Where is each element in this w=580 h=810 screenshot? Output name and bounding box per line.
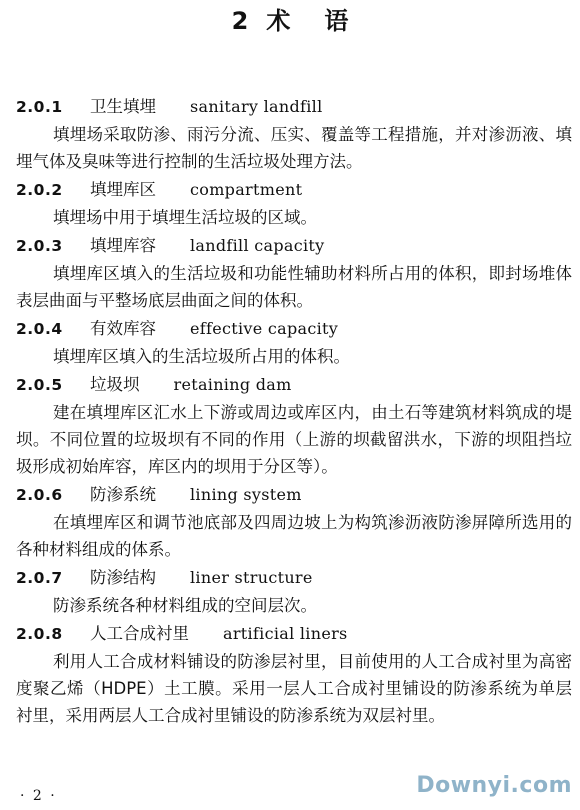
term-definition: 填埋场采取防渗、雨污分流、压实、覆盖等工程措施，并对渗沥液、填埋气体及臭味等进行控制的生活垃圾处理方法。 [16, 125, 572, 171]
term-definition: 防渗系统各种材料组成的空间层次。 [53, 596, 317, 615]
term-chinese: 有效库容 [90, 319, 156, 338]
chapter-title-char-1: 术 [266, 7, 291, 35]
chapter-title [0, 6, 580, 36]
term-english: artificial liners [223, 624, 348, 643]
term-heading [16, 314, 572, 343]
term-chinese: 防渗结构 [90, 568, 156, 587]
term-number: 2.0.8 [16, 625, 63, 643]
term-definition: 填埋库区填入的生活垃圾所占用的体积。 [53, 347, 350, 366]
term-chinese: 人工合成衬里 [90, 624, 189, 643]
term-heading [16, 92, 572, 121]
watermark: Downyi.com [416, 773, 572, 798]
term-definition: 填埋场中用于填埋生活垃圾的区域。 [53, 208, 317, 227]
term-chinese: 防渗系统 [90, 485, 156, 504]
term-definition: 填埋库区填入的生活垃圾和功能性辅助材料所占用的体积，即封场堆体表层曲面与平整场底层曲面之间的体积。 [16, 264, 572, 310]
terms-list [16, 92, 572, 729]
term-english: compartment [190, 180, 303, 199]
term-chinese: 垃圾坝 [90, 375, 140, 394]
term-definition: 在填埋库区和调节池底部及四周边坡上为构筑渗沥液防渗屏障所选用的各种材料组成的体系。 [16, 513, 572, 559]
term-number: 2.0.2 [16, 181, 63, 199]
term-entry [16, 563, 572, 619]
page-number: · 2 · [20, 788, 57, 804]
term-english: sanitary landfill [190, 97, 323, 116]
term-chinese: 填埋库区 [90, 180, 156, 199]
term-number: 2.0.6 [16, 486, 63, 504]
term-heading [16, 480, 572, 509]
term-english: landfill capacity [190, 236, 325, 255]
term-number: 2.0.5 [16, 376, 63, 394]
chapter-title-char-2: 语 [324, 7, 349, 35]
term-number: 2.0.4 [16, 320, 63, 338]
term-entry [16, 619, 572, 729]
term-number: 2.0.3 [16, 237, 63, 255]
term-heading [16, 370, 572, 399]
term-chinese: 填埋库容 [90, 236, 156, 255]
term-heading [16, 619, 572, 648]
term-entry [16, 480, 572, 563]
term-english: lining system [190, 485, 302, 504]
term-english: retaining dam [173, 375, 292, 394]
term-entry [16, 314, 572, 370]
term-heading [16, 563, 572, 592]
term-english: liner structure [190, 568, 313, 587]
term-entry [16, 92, 572, 175]
term-english: effective capacity [190, 319, 339, 338]
term-heading [16, 175, 572, 204]
term-definition: 建在填埋库区汇水上下游或周边或库区内，由土石等建筑材料筑成的堤坝。不同位置的垃圾坝有不同的作用（上游的坝截留洪水，下游的坝阻挡垃圾形成初始库容，库区内的坝用于分区等）。 [16, 403, 572, 476]
chapter-number: 2 [231, 7, 249, 35]
term-number: 2.0.7 [16, 569, 63, 587]
term-heading [16, 231, 572, 260]
term-definition: 利用人工合成材料铺设的防渗层衬里，目前使用的人工合成衬里为高密度聚乙烯（HDPE）土工膜。采用一层人工合成衬里铺设的防渗系统为单层衬里，采用两层人工合成衬里铺设的防渗系统为双层衬里。 [16, 652, 572, 725]
term-number: 2.0.1 [16, 98, 63, 116]
term-chinese: 卫生填埋 [90, 97, 156, 116]
term-entry [16, 175, 572, 231]
term-entry [16, 231, 572, 314]
term-entry [16, 370, 572, 480]
